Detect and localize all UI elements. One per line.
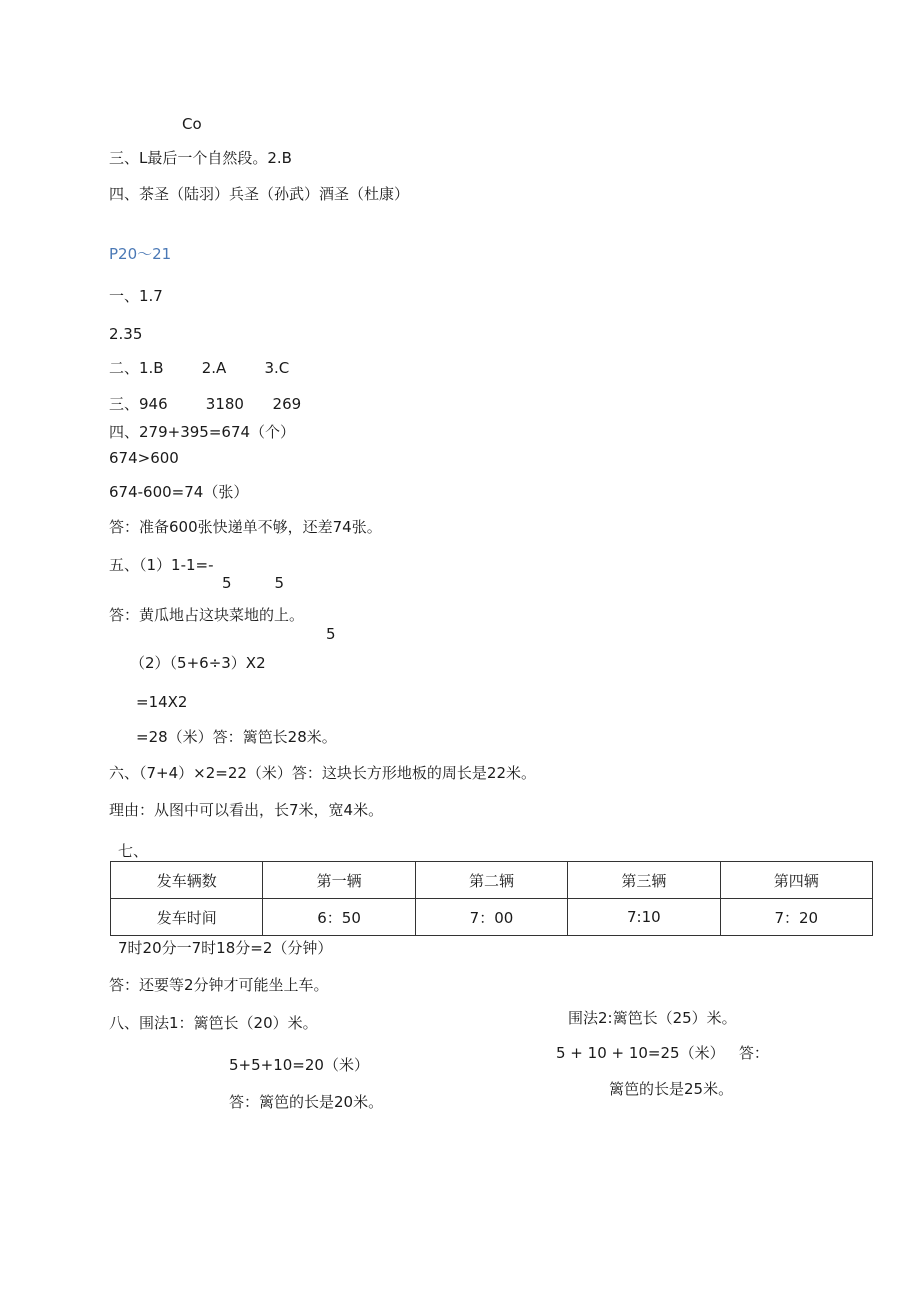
table-row xyxy=(111,899,873,936)
table-cell: 7：00 xyxy=(415,899,567,936)
answer-ba-2-conclusion: 篱笆的长是25米。 xyxy=(609,1080,734,1098)
answer-san-top: 三、L最后一个自然段。2.B xyxy=(109,149,292,167)
answer-san: 三、946 3180 269 xyxy=(109,395,302,413)
answer-qi-conclusion: 答：还要等2分钟才可能坐上车。 xyxy=(109,976,329,994)
answer-wu-1: 五、（1）1-1=- xyxy=(109,556,214,574)
fraction-denominator: 5 xyxy=(326,625,336,643)
answer-wu-3: =14X2 xyxy=(136,693,188,711)
answer-ba-1-conclusion: 答：篱笆的长是20米。 xyxy=(229,1093,384,1111)
answer-qi-calc: 7时20分一7时18分=2（分钟） xyxy=(118,939,333,957)
answer-yi-2: 2.35 xyxy=(109,325,143,343)
answer-yi: 一、1.7 xyxy=(109,287,163,305)
answer-si-1: 四、279+395=674（个） xyxy=(109,423,296,441)
table-cell: 发车时间 xyxy=(111,899,263,936)
table-cell: 7：20 xyxy=(720,899,872,936)
answer-wu-4: =28（米）答：篱笆长28米。 xyxy=(136,728,337,746)
table-row xyxy=(111,862,873,899)
answer-si-3: 674-600=74（张） xyxy=(109,483,249,501)
fraction-denominators: 5 5 xyxy=(222,574,284,592)
answer-liyou: 理由：从图中可以看出，长7米，宽4米。 xyxy=(109,801,384,819)
answer-ba-1: 八、围法1：篱笆长（20）米。 xyxy=(109,1014,318,1032)
answer-si-conclusion: 答：准备600张快递单不够，还差74张。 xyxy=(109,518,382,536)
answer-liu: 六、（7+4）×2=22（米）答：这块长方形地板的周长是22米。 xyxy=(109,764,537,782)
departure-table xyxy=(110,861,873,936)
answer-er: 二、1.B 2.A 3.C xyxy=(109,359,290,377)
answer-wu-conclusion: 答：黄瓜地占这块菜地的上。 xyxy=(109,606,305,624)
table-cell: 7:10 xyxy=(568,899,720,936)
answer-si-2: 674>600 xyxy=(109,449,179,467)
answer-wu-2: （2）（5+6÷3）X2 xyxy=(130,654,266,672)
table-header-cell: 第二辆 xyxy=(415,862,567,899)
table-cell: 6：50 xyxy=(263,899,415,936)
table-header-cell: 第三辆 xyxy=(568,862,720,899)
text-co: Co xyxy=(182,115,202,133)
table-header-cell: 第四辆 xyxy=(720,862,872,899)
table-header-cell: 发车辆数 xyxy=(111,862,263,899)
answer-ba-2: 围法2:篱笆长（25）米。 xyxy=(568,1009,737,1027)
answer-ba-2-calc: 5 + 10 + 10=25（米） 答： xyxy=(556,1044,769,1062)
answer-qi-label: 七、 xyxy=(118,842,149,860)
table-header-cell: 第一辆 xyxy=(263,862,415,899)
section-heading: P20～21 xyxy=(109,245,172,263)
answer-ba-1-calc: 5+5+10=20（米） xyxy=(229,1056,369,1074)
answer-si-top: 四、茶圣（陆羽）兵圣（孙武）酒圣（杜康） xyxy=(109,185,410,203)
